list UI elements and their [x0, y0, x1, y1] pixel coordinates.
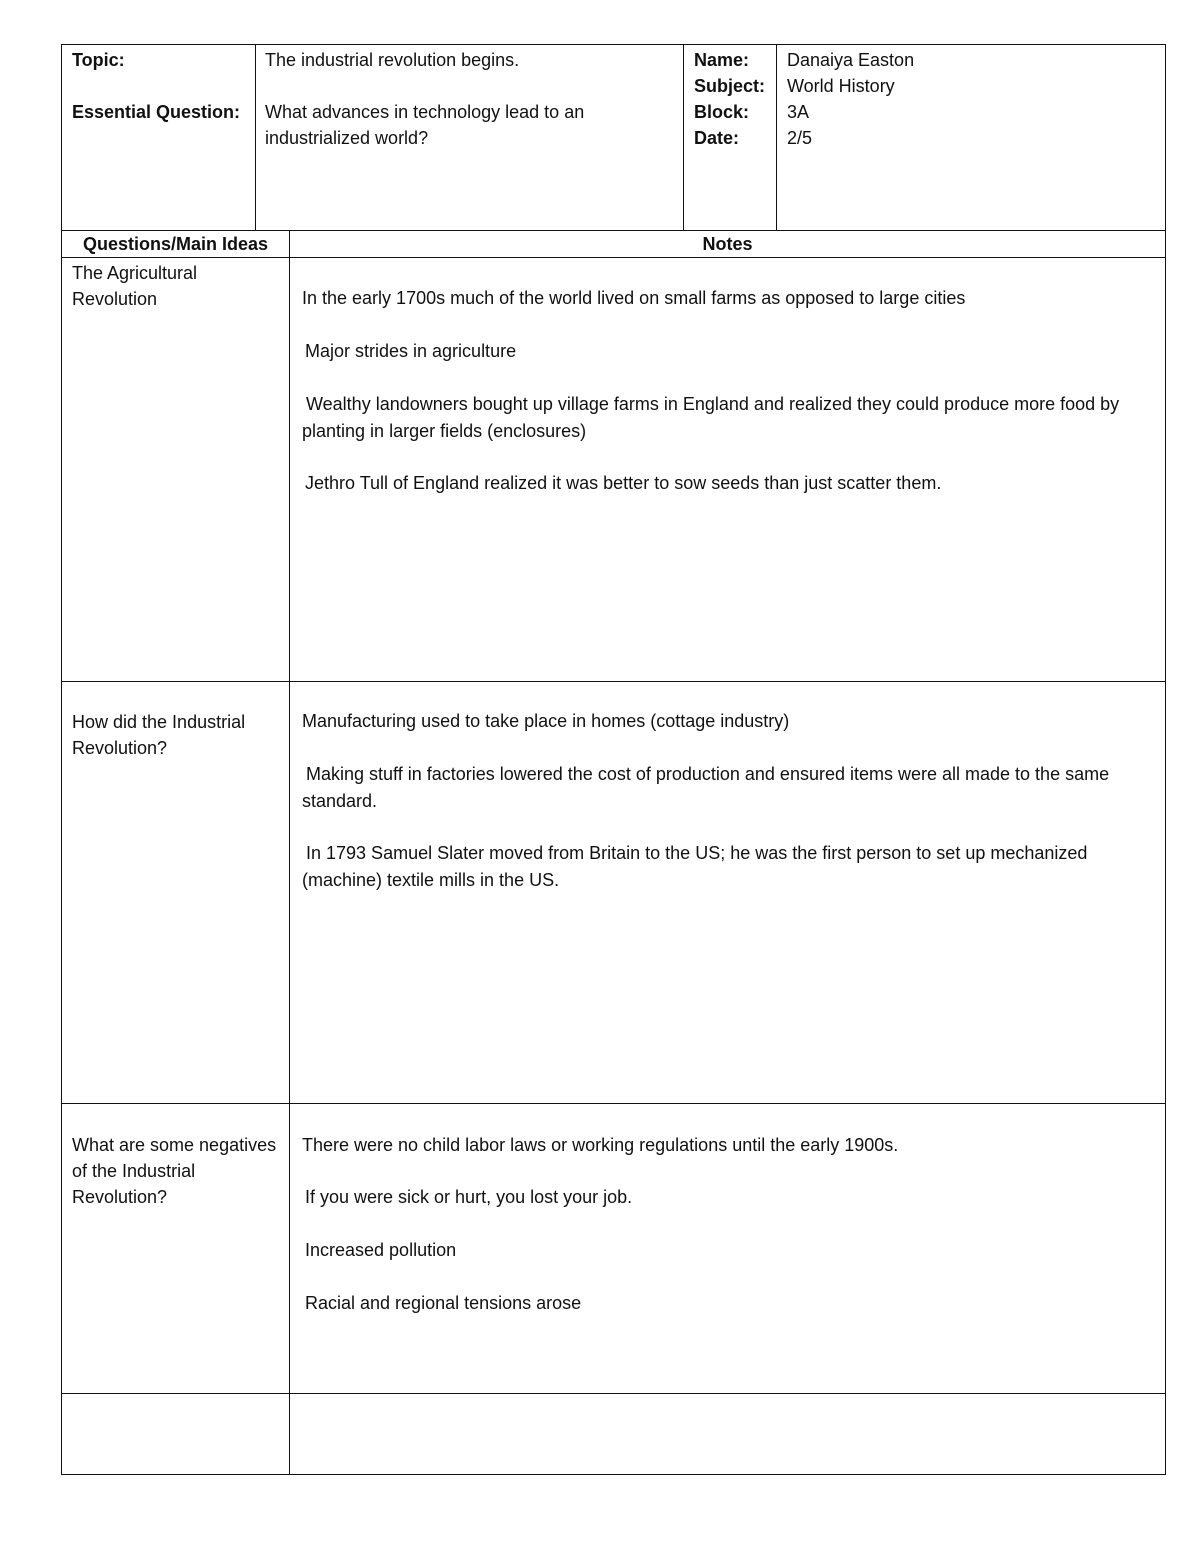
column-header-divider — [61, 257, 1166, 258]
note-item: Manufacturing used to take place in homes (cottage industry) — [302, 711, 790, 731]
table-border-right — [1165, 44, 1166, 1475]
name-label: Name: — [694, 50, 750, 70]
note-item: Major strides in agriculture — [305, 341, 517, 361]
subject-label: Subject: — [694, 76, 766, 96]
table-border-bottom — [61, 1474, 1166, 1475]
questions-column-header: Questions/Main Ideas — [82, 234, 269, 254]
table-border-top — [61, 44, 1166, 45]
subject-value: World History — [787, 76, 895, 96]
row-divider-1 — [61, 681, 1166, 682]
row-divider-2 — [61, 1103, 1166, 1104]
question-negatives: What are some negatives of the Industrial Revolution? — [72, 1135, 277, 1207]
note-item: Wealthy landowners bought up village farms in England and realized they could produce more food by planting in larger fields (enclosures) — [302, 394, 1120, 441]
note-item: Making stuff in factories lowered the cost of production and ensured items were all made to the same standard. — [302, 764, 1110, 811]
essential-question-value: What advances in technology lead to an industrialized world? — [265, 102, 585, 148]
empty-notes-cell — [291, 1395, 1165, 1474]
note-item: There were no child labor laws or working regulations until the early 1900s. — [302, 1135, 899, 1155]
note-item: If you were sick or hurt, you lost your job. — [305, 1187, 633, 1207]
question-industrial-revolution: How did the Industrial Revolution? — [72, 712, 246, 758]
header-col-divider-3 — [776, 44, 777, 231]
note-item: Jethro Tull of England realized it was better to sow seeds than just scatter them. — [305, 473, 942, 493]
note-item: In the early 1700s much of the world lived on small farms as opposed to large cities — [302, 288, 966, 308]
header-col-divider-1 — [255, 44, 256, 231]
block-label: Block: — [694, 102, 750, 122]
name-value: Danaiya Easton — [787, 50, 915, 70]
block-value: 3A — [787, 102, 810, 122]
notes-column-header: Notes — [702, 234, 753, 254]
date-value: 2/5 — [787, 128, 813, 148]
date-label: Date: — [694, 128, 740, 148]
topic-value: The industrial revolution begins. — [265, 50, 520, 70]
note-item: Increased pollution — [305, 1240, 457, 1260]
empty-question-cell — [62, 1395, 289, 1474]
question-agricultural-revolution: The Agricultural Revolution — [72, 263, 198, 309]
topic-label: Topic: — [72, 50, 125, 70]
header-col-divider-2 — [683, 44, 684, 231]
essential-question-label: Essential Question: — [72, 102, 241, 122]
note-item: Racial and regional tensions arose — [305, 1293, 582, 1313]
notes-col-divider — [289, 230, 290, 1475]
table-border-left — [61, 44, 62, 1475]
note-item: In 1793 Samuel Slater moved from Britain to the US; he was the first person to set up mechanized (machine) textile mills in the US. — [302, 843, 1088, 890]
